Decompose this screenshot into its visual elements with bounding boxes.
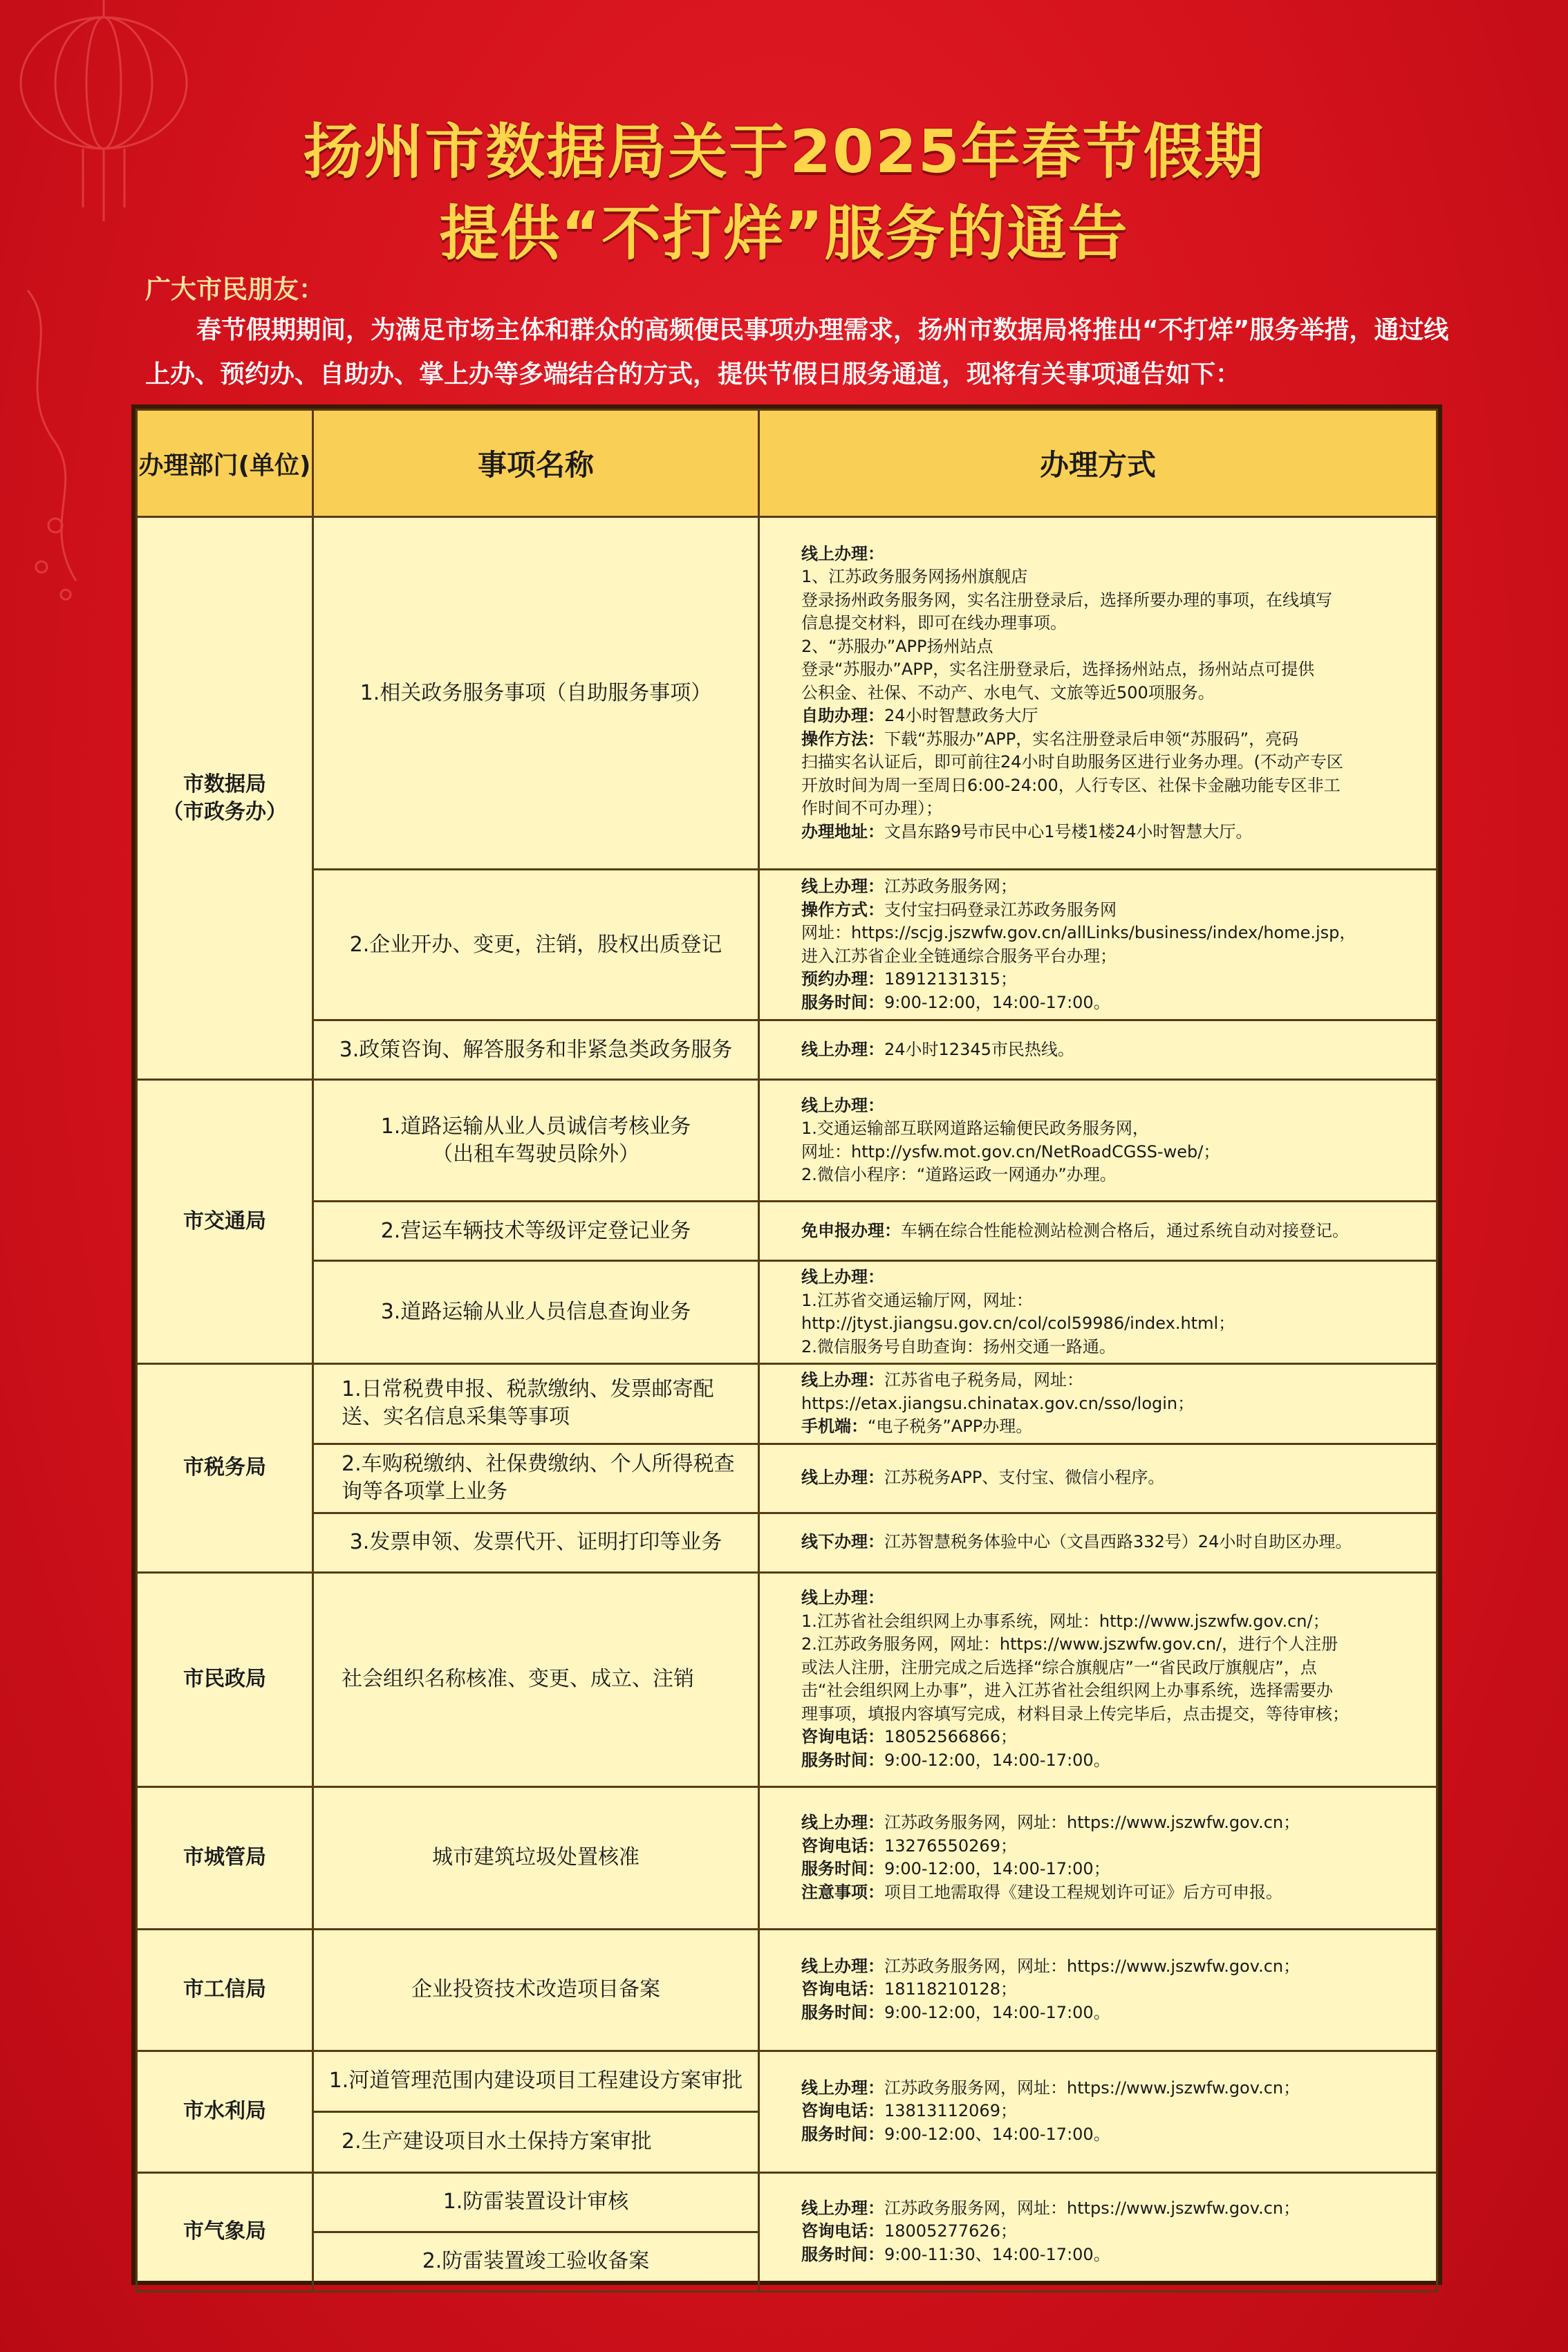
- dept-tax-bureau: 市税务局: [137, 1364, 313, 1573]
- header-department: 办理部门(单位): [137, 410, 313, 517]
- page-title-line2: 提供“不打烊”服务的通告: [439, 199, 1129, 268]
- page-title-line1: 扬州市数据局关于2025年春节假期: [303, 118, 1265, 187]
- table-row: [137, 1572, 1437, 1786]
- dept-transport-bureau: 市交通局: [137, 1080, 313, 1364]
- item-name: 1.防雷装置设计审核: [313, 2172, 759, 2232]
- table-row: [137, 1444, 1437, 1513]
- table-row: [137, 870, 1437, 1020]
- table-row: [137, 2172, 1437, 2232]
- method-cell: 线上办理： 1.交通运输部互联网道路运输便民政务服务网， 网址：http://ysfw.mot.gov.cn/NetRoadCGSS-web/； 2.微信小程序：“道路运政一网通办”办理。: [759, 1080, 1437, 1202]
- table-header-row: [137, 410, 1437, 517]
- service-table: [131, 404, 1442, 2285]
- method-cell: 线上办理：江苏税务APP、支付宝、微信小程序。: [759, 1444, 1437, 1513]
- item-name: 2.企业开办、变更，注销，股权出质登记: [313, 870, 759, 1020]
- table-row: [137, 1020, 1437, 1080]
- method-cell: 线下办理：江苏智慧税务体验中心（文昌西路332号）24小时自助区办理。: [759, 1513, 1437, 1572]
- dept-meteorological-bureau: 市气象局: [137, 2172, 313, 2291]
- item-name: 1.河道管理范围内建设项目工程建设方案审批: [313, 2051, 759, 2111]
- table-row: [137, 1929, 1437, 2051]
- method-cell: 线上办理： 1.江苏省交通运输厅网，网址：http://jtyst.jiangsu.gov.cn/col/col59986/index.html； 2.微信服务号自助查询：扬州交通一路通。: [759, 1261, 1437, 1364]
- item-name: 3.政策咨询、解答服务和非紧急类政务服务: [313, 1020, 759, 1080]
- table-row: [137, 1080, 1437, 1202]
- dept-industry-information-bureau: 市工信局: [137, 1929, 313, 2051]
- method-cell: 线上办理：24小时12345市民热线。: [759, 1020, 1437, 1080]
- dept-civil-affairs-bureau: 市民政局: [137, 1572, 313, 1786]
- item-name: 2.生产建设项目水土保持方案审批: [313, 2111, 759, 2172]
- item-name: 3.道路运输从业人员信息查询业务: [313, 1261, 759, 1364]
- intro-paragraph: 春节假期期间，为满足市场主体和群众的高频便民事项办理需求，扬州市数据局将推出“不打烊”服务举措，通过线上办、预约办、自助办、掌上办等多端结合的方式，提供节假日服务通道，现将有关事项通告如下：: [145, 316, 1449, 389]
- item-name: 企业投资技术改造项目备案: [313, 1929, 759, 2051]
- dept-water-resources-bureau: 市水利局: [137, 2051, 313, 2172]
- item-name: 社会组织名称核准、变更、成立、注销: [313, 1572, 759, 1786]
- method-cell: 线上办理：江苏政务服务网，网址：https://www.jszwfw.gov.cn； 咨询电话：13813112069； 服务时间：9:00-12:00、14:00-17:00。: [759, 2051, 1437, 2172]
- dept-data-bureau: 市数据局 （市政务办）: [137, 517, 313, 1080]
- item-name: 2.营运车辆技术等级评定登记业务: [313, 1202, 759, 1261]
- method-cell: 线上办理：江苏政务服务网，网址：https://www.jszwfw.gov.cn； 咨询电话：18118210128； 服务时间：9:00-12:00，14:00-17:00。: [759, 1929, 1437, 2051]
- table-row: [137, 1786, 1437, 1929]
- table-row: [137, 1202, 1437, 1261]
- item-name: 城市建筑垃圾处置核准: [313, 1786, 759, 1929]
- dept-urban-management-bureau: 市城管局: [137, 1786, 313, 1929]
- header-item: 事项名称: [313, 410, 759, 517]
- method-cell: 线上办理： 1.江苏省社会组织网上办事系统，网址：http://www.jszwfw.gov.cn/； 2.江苏政务服务网，网址：https://www.jszwfw.gov.cn/，进行个人注册 或法人注册，注册完成之后选择“综合旗舰店”一“省民政厅旗舰店”，点 击“社会组织网上办事”，进入江苏省社会组织网上办事系统，选择需要办 理事项，填报内容填写完成，材料目录上传完毕后，点击提交，等待审核； 咨询电话：18052566866； 服务时间：9:00-12:00，14:00-17:00。: [759, 1572, 1437, 1786]
- header-method: 办理方式: [759, 410, 1437, 517]
- item-name: 1.日常税费申报、税款缴纳、发票邮寄配送、实名信息采集等事项: [313, 1364, 759, 1444]
- table-row: [137, 1513, 1437, 1572]
- item-name: 1.相关政务服务事项（自助服务事项）: [313, 517, 759, 870]
- item-name: 2.车购税缴纳、社保费缴纳、个人所得税查询等各项掌上业务: [313, 1444, 759, 1513]
- table-row: [137, 2051, 1437, 2111]
- method-cell: 免申报办理：车辆在综合性能检测站检测合格后，通过系统自动对接登记。: [759, 1202, 1437, 1261]
- item-name: 3.发票申领、发票代开、证明打印等业务: [313, 1513, 759, 1572]
- method-cell: 线上办理：江苏省电子税务局，网址：https://etax.jiangsu.chinatax.gov.cn/sso/login； 手机端：“电子税务”APP办理。: [759, 1364, 1437, 1444]
- item-name: 2.防雷装置竣工验收备案: [313, 2232, 759, 2291]
- method-cell: 线上办理：江苏政务服务网，网址：https://www.jszwfw.gov.cn； 咨询电话：13276550269； 服务时间：9:00-12:00，14:00-17:00； 注意事项：项目工地需取得《建设工程规划许可证》后方可申报。: [759, 1786, 1437, 1929]
- greeting: 广大市民朋友：: [145, 274, 324, 304]
- method-cell: 线上办理：江苏政务服务网； 操作方式：支付宝扫码登录江苏政务服务网 网址：https://scjg.jszwfw.gov.cn/allLinks/business/index/home.jsp， 进入江苏省企业全链通综合服务平台办理； 预约办理：18912131315； 服务时间：9:00-12:00，14:00-17:00。: [759, 870, 1437, 1020]
- method-cell: 线上办理：江苏政务服务网，网址：https://www.jszwfw.gov.cn； 咨询电话：18005277626； 服务时间：9:00-11:30、14:00-17:00。: [759, 2172, 1437, 2291]
- method-cell: 线上办理： 1、江苏政务服务网扬州旗舰店 登录扬州政务服务网，实名注册登录后，选择所要办理的事项，在线填写 信息提交材料，即可在线办理事项。 2、“苏服办”APP扬州站点 登录“苏服办”APP，实名注册登录后，选择扬州站点，扬州站点可提供 公积金、社保、不动产、水电气、文旅等近500项服务。 自助办理：24小时智慧政务大厅 操作方法：下载“苏服办”APP，实名注册登录后申领“苏服码”，亮码 扫描实名认证后，即可前往24小时自助服务区进行业务办理。(不动产专区 开放时间为周一至周日6:00-24:00，人行专区、社保卡金融功能专区非工 作时间不可办理）； 办理地址：文昌东路9号市民中心1号楼1楼24小时智慧大厅。: [759, 517, 1437, 870]
- item-name: 1.道路运输从业人员诚信考核业务 （出租车驾驶员除外）: [313, 1080, 759, 1202]
- table-row: [137, 517, 1437, 870]
- table-row: [137, 1364, 1437, 1444]
- table-row: [137, 1261, 1437, 1364]
